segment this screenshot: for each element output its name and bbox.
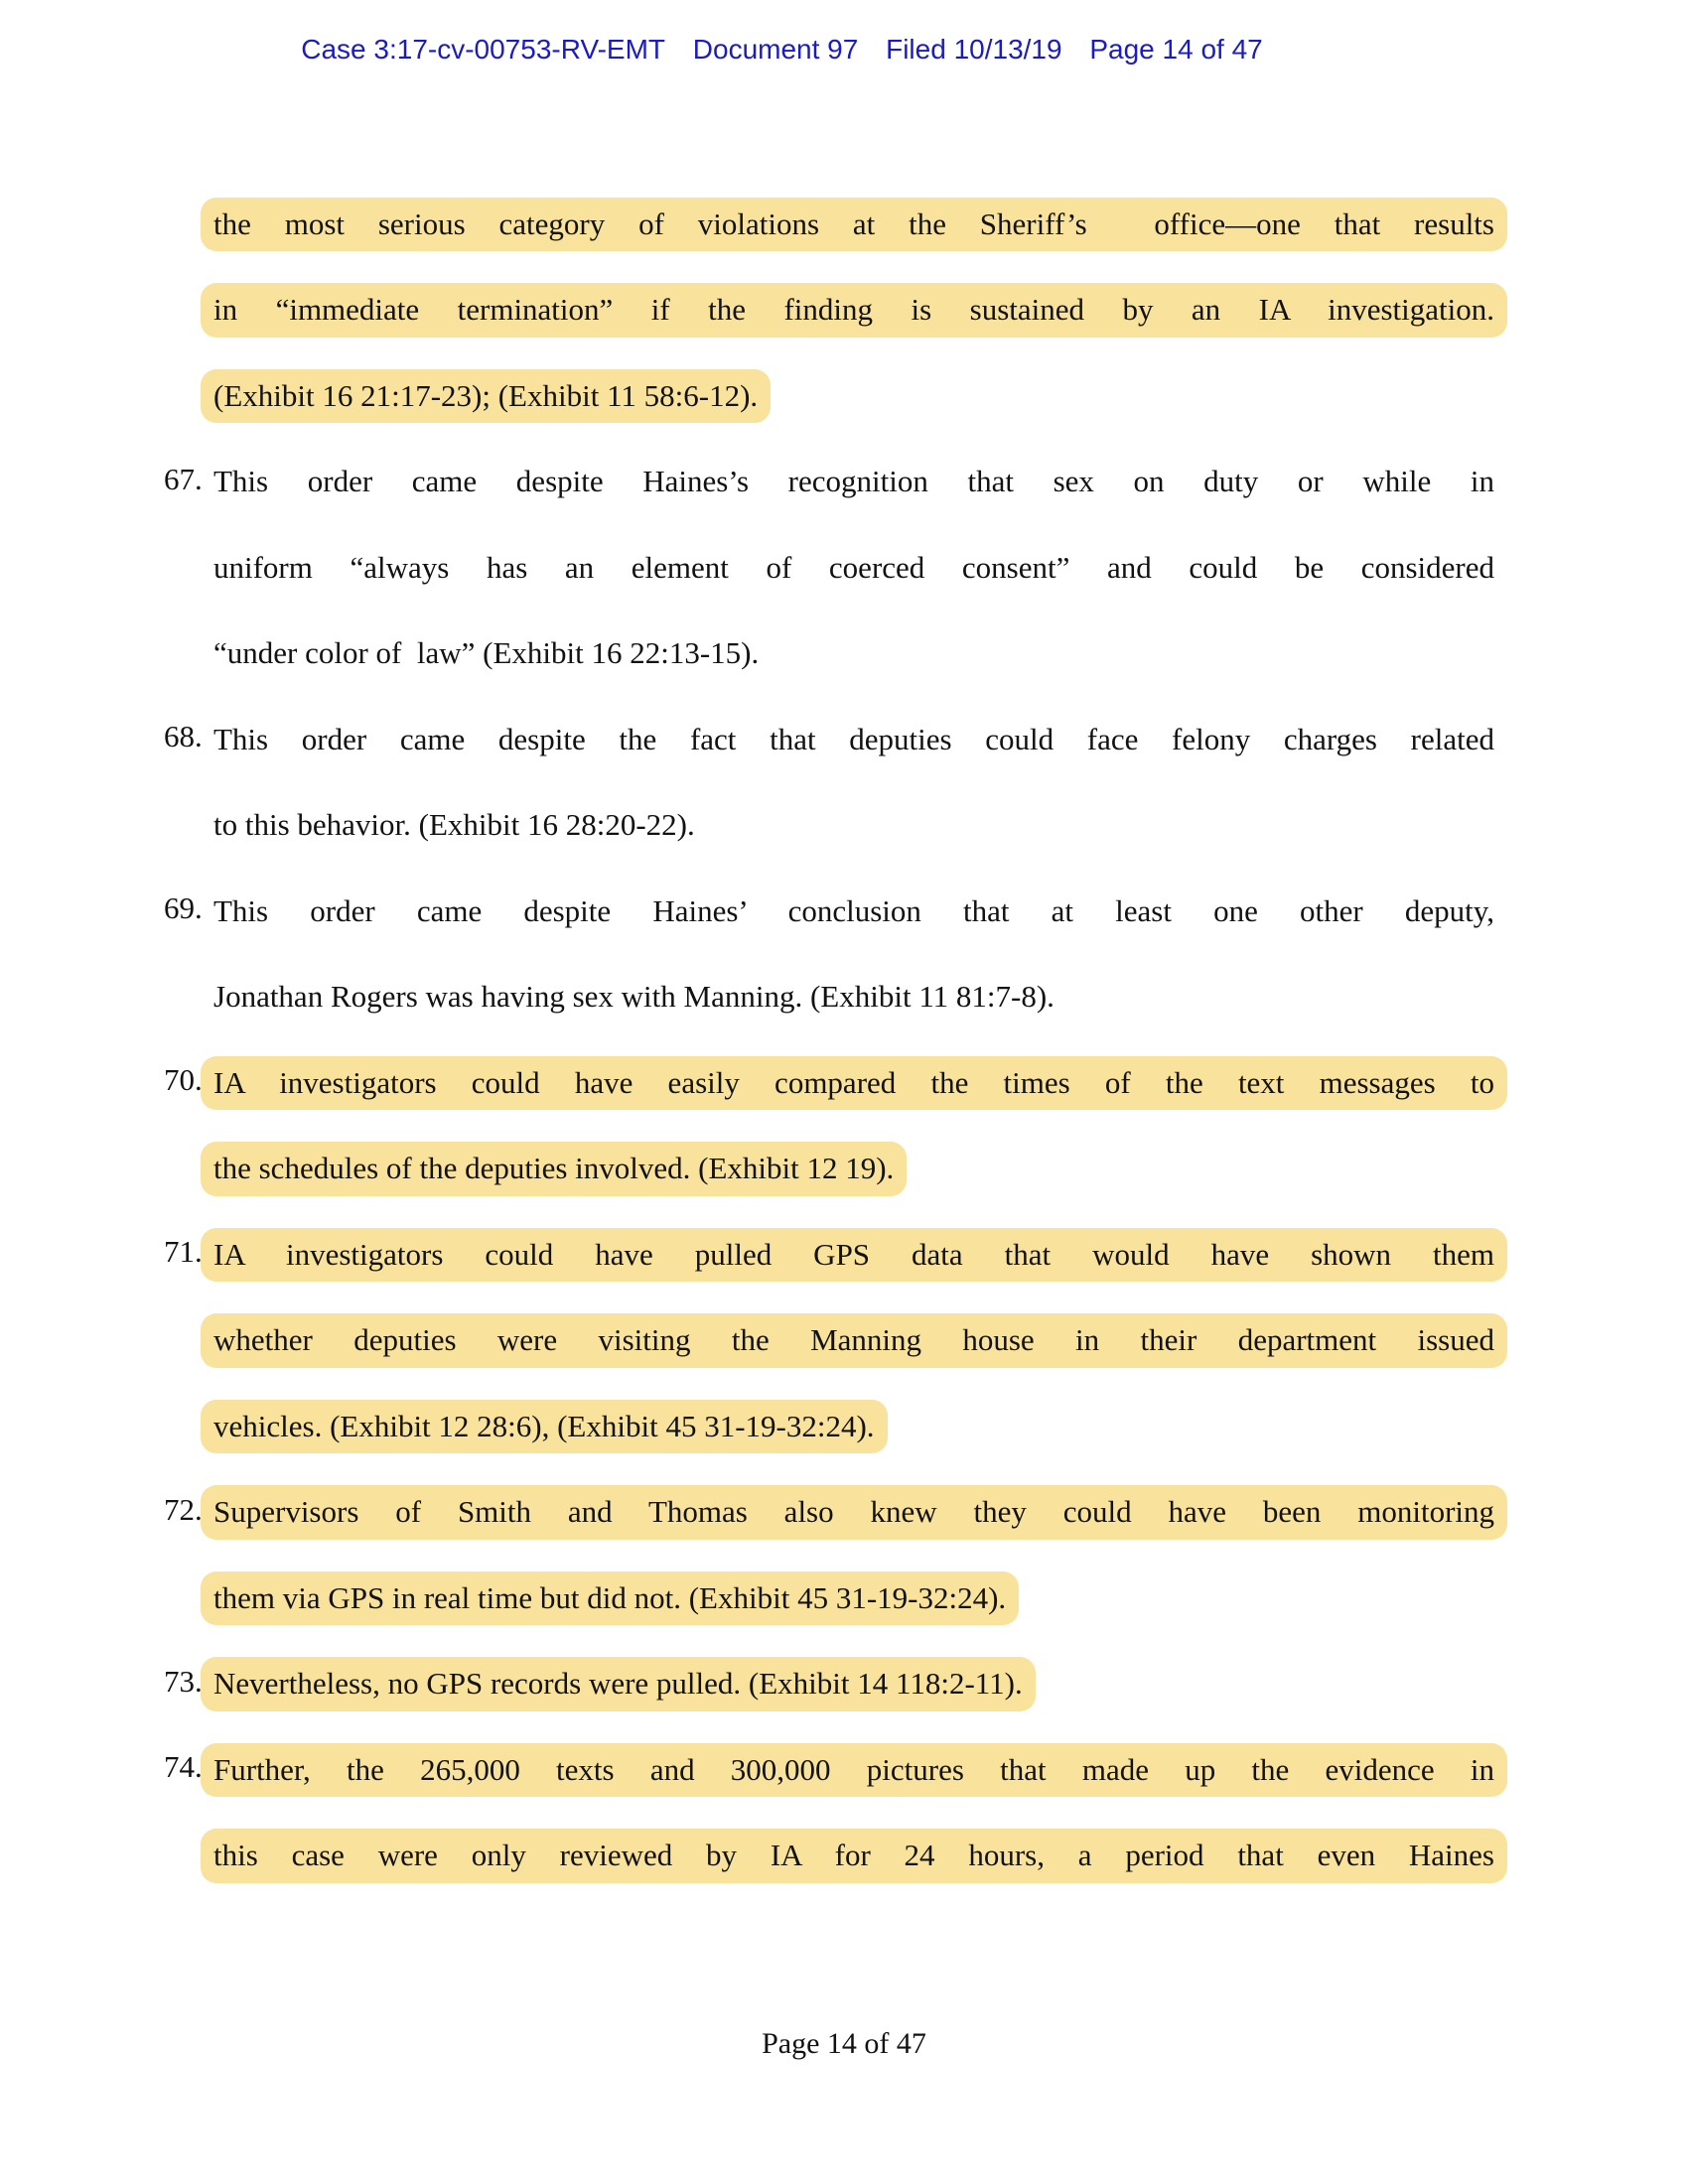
header-page-number: Page 14 of 47 [1089, 34, 1263, 65]
line-text: Jonathan Rogers was having sex with Manning. (Exhibit 11 81:7-8). [213, 979, 1055, 1015]
document-body [164, 197, 1494, 1914]
paragraph-number: 69. [164, 890, 203, 925]
line-text: This order came despite Haines’ conclusion that at least one other deputy, [213, 892, 1494, 928]
document-line [213, 798, 1494, 848]
document-line [213, 1142, 1494, 1191]
highlighted-line-text: IA investigators could have pulled GPS data that would have shown them [201, 1228, 1507, 1282]
document-line [213, 1829, 1494, 1878]
highlighted-line-text: Supervisors of Smith and Thomas also knew they could have been monitoring [201, 1485, 1507, 1539]
paragraph-number: 67. [164, 461, 203, 496]
header-case-number: Case 3:17-cv-00753-RV-EMT [301, 34, 665, 65]
highlighted-line-text: Nevertheless, no GPS records were pulled. (Exhibit 14 118:2-11). [201, 1657, 1036, 1710]
footer-page-label: Page 14 of 47 [762, 2027, 926, 2060]
document-line [164, 1227, 1494, 1277]
document-line [164, 1485, 1494, 1535]
highlighted-line-text: in “immediate termination” if the finding is sustained by an IA investigation. [201, 283, 1507, 337]
paragraph-number: 71. [164, 1234, 203, 1269]
document-line [213, 1570, 1494, 1620]
page-footer [0, 2027, 1688, 2061]
header-filed-date: Filed 10/13/19 [886, 34, 1062, 65]
highlighted-line-text: vehicles. (Exhibit 12 28:6), (Exhibit 45 31-19-32:24). [201, 1400, 888, 1453]
paragraph-number: 70. [164, 1062, 203, 1097]
document-line [213, 970, 1494, 1020]
highlighted-line-text: (Exhibit 16 21:17-23); (Exhibit 11 58:6-12). [201, 369, 771, 423]
highlighted-line-text: whether deputies were visiting the Manning house in their department issued [201, 1313, 1507, 1367]
line-text: This order came despite Haines’s recognition that sex on duty or while in [213, 464, 1494, 499]
line-text: uniform “always has an element of coerced consent” and could be considered [213, 549, 1494, 585]
document-line [164, 884, 1494, 933]
document-line [164, 455, 1494, 504]
document-line [164, 1657, 1494, 1706]
document-line [213, 283, 1494, 333]
document-line [164, 1055, 1494, 1105]
document-line [164, 712, 1494, 761]
header-document-number: Document 97 [692, 34, 859, 65]
document-line [213, 1313, 1494, 1363]
highlighted-line-text: them via GPS in real time but did not. (Exhibit 45 31-19-32:24). [201, 1571, 1019, 1625]
line-text: to this behavior. (Exhibit 16 28:20-22). [213, 807, 695, 843]
document-line [213, 540, 1494, 590]
highlighted-line-text: the schedules of the deputies involved. (Exhibit 12 19). [201, 1142, 907, 1195]
paragraph-number: 72. [164, 1491, 203, 1527]
line-text: “under color of law” (Exhibit 16 22:13-15). [213, 635, 760, 671]
paragraph-number: 74. [164, 1749, 203, 1784]
highlighted-line-text: IA investigators could have easily compared the times of the text messages to [201, 1056, 1507, 1110]
highlighted-line-text: the most serious category of violations at the Sheriff’s office—one that results [201, 198, 1507, 251]
highlighted-line-text: this case were only reviewed by IA for 24 hours, a period that even Haines [201, 1829, 1507, 1882]
document-line [213, 368, 1494, 418]
paragraph-number: 73. [164, 1663, 203, 1699]
line-text: This order came despite the fact that deputies could face felony charges related [213, 721, 1494, 756]
highlighted-line-text: Further, the 265,000 texts and 300,000 pictures that made up the evidence in [201, 1743, 1507, 1797]
document-line [213, 1399, 1494, 1448]
court-header-stamp [0, 34, 1564, 66]
document-line [213, 197, 1494, 246]
document-line [164, 1742, 1494, 1792]
document-line [213, 626, 1494, 676]
paragraph-number: 68. [164, 719, 203, 753]
